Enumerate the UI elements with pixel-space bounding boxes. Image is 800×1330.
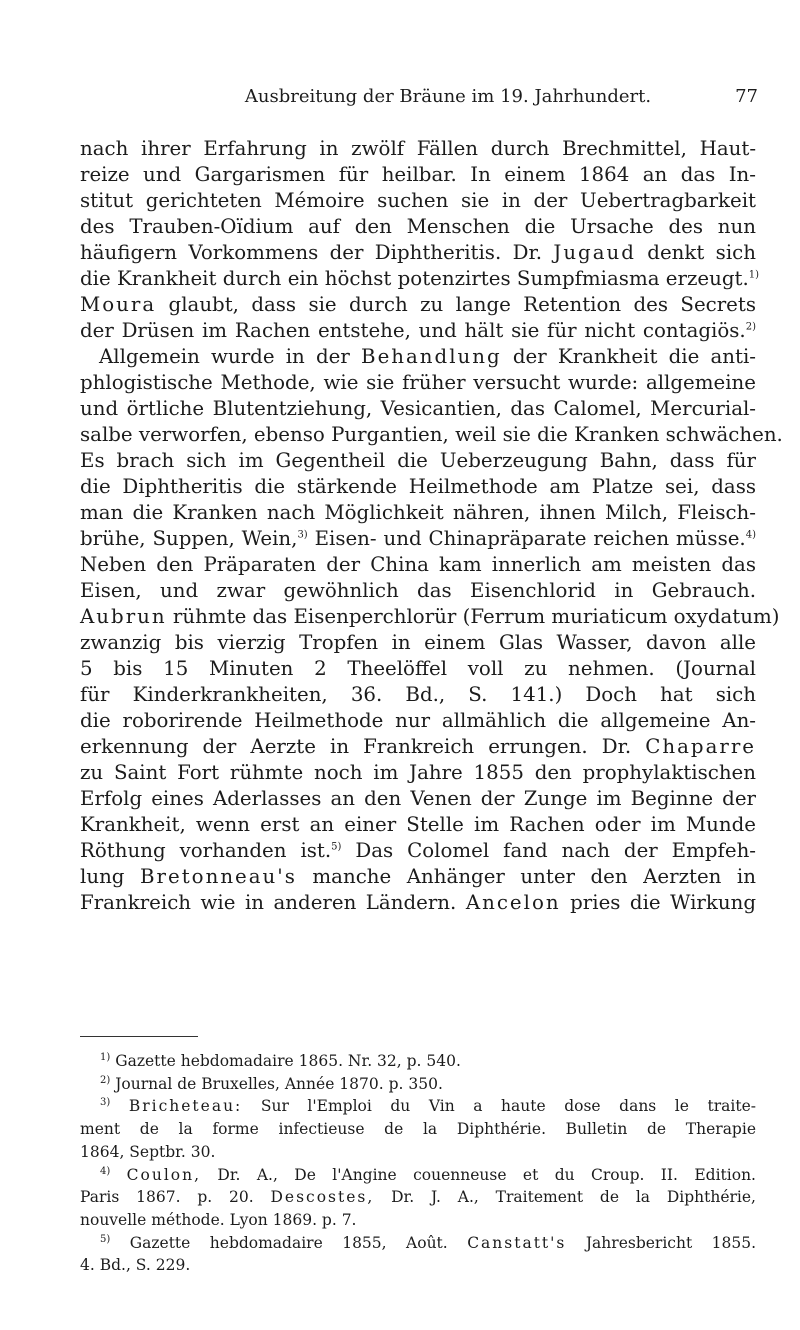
author-name: Coulon, [126, 1165, 202, 1184]
text-line [80, 734, 756, 760]
author-name: Aubrun [80, 605, 167, 628]
text-segment: rühmte das Eisenperchlorür (Ferrum muriaticum oxydatum) [172, 605, 780, 628]
footnote-continuation: nouvelle méthode. Lyon 1869. p. 7. [80, 1210, 357, 1229]
text-segment: glaubt, dass sie durch zu lange Retention des Secrets [168, 293, 756, 316]
text-segment: häufigern Vorkommens der Diphtheritis. Dr. [80, 241, 543, 264]
text-line [80, 890, 756, 916]
footnote-text: Paris 1867. p. 20. [80, 1188, 254, 1207]
footnote-ref: 3) [297, 529, 308, 541]
footnote-ref: 1) [748, 269, 759, 281]
footnote-text: Jahresbericht 1855. [585, 1233, 757, 1252]
footnote-marker: 1) [100, 1051, 111, 1063]
footnotes [80, 1050, 756, 1277]
text-line: nach ihrer Erfahrung in zwölf Fällen durch Brechmittel, Haut- [80, 137, 756, 160]
text-line: Eisen, und zwar gewöhnlich das Eisenchlorid in Gebrauch. [80, 579, 756, 602]
text-line [80, 292, 756, 318]
footnote-marker: 3) [100, 1097, 111, 1109]
running-title: Ausbreitung der Bräune im 19. Jahrhundert. [244, 86, 652, 107]
text-line: für Kinderkrankheiten, 36. Bd., S. 141.) Doch hat sich [80, 683, 756, 706]
footnote [80, 1050, 756, 1073]
footnote-marker: 5) [100, 1233, 111, 1245]
text-segment: lung [80, 865, 125, 888]
text-line: phlogistische Methode, wie sie früher versucht wurde: allgemeine [80, 371, 756, 394]
author-name: Moura [80, 293, 157, 316]
footnote-text: Journal de Bruxelles, Année 1870. p. 350. [115, 1074, 443, 1093]
author-name: Descostes, [270, 1188, 375, 1207]
emphasis: Behandlung [361, 345, 502, 368]
text-line [80, 838, 756, 864]
author-name: Ancelon [465, 891, 561, 914]
text-segment: denkt sich [647, 241, 756, 264]
text-line: Erfolg eines Aderlasses an den Venen der Zunge im Beginne der [80, 787, 756, 810]
text-segment: Röthung vorhanden ist. [80, 839, 332, 862]
text-line: 5 bis 15 Minuten 2 Theelöffel voll zu nehmen. (Journal [80, 657, 756, 680]
footnote [80, 1073, 756, 1096]
author-name: Bretonneau's [140, 865, 297, 888]
footnote-divider [80, 1036, 198, 1037]
text-line [80, 604, 780, 630]
text-line: zu Saint Fort rühmte noch im Jahre 1855 den prophylaktischen [80, 761, 756, 784]
text-line: des Trauben-Oïdium auf den Menschen die Ursache des nun [80, 215, 756, 238]
text-line [80, 240, 756, 266]
author-name: Canstatt's [467, 1233, 567, 1252]
footnote-marker: 4) [100, 1165, 111, 1177]
text-segment: Allgemein wurde in der [99, 345, 350, 368]
text-segment: Eisen- und Chinapräparate reichen müsse. [314, 527, 746, 550]
footnote-text: Dr. J. A., Traitement de la Diphthérie, [391, 1188, 756, 1207]
footnote-ref: 4) [745, 529, 756, 541]
footnote [80, 1232, 756, 1255]
footnote-text: Gazette hebdomadaire 1865. Nr. 32, p. 540. [115, 1052, 461, 1070]
text-line: die Diphtheritis die stärkende Heilmethode am Platze sei, dass [80, 475, 756, 498]
footnote-text: Gazette hebdomadaire 1855, Août. [129, 1233, 448, 1252]
text-segment: Das Colomel fand nach der Empfeh- [355, 839, 756, 862]
text-segment: Frankreich wie in anderen Ländern. [80, 891, 457, 914]
text-segment: der Drüsen im Rachen entstehe, und hält sie für nicht contagiös. [80, 319, 746, 342]
footnote-continuation: 1864, Septbr. 30. [80, 1142, 216, 1161]
text-line [80, 526, 756, 552]
footnote [80, 1164, 756, 1187]
text-segment: brühe, Suppen, Wein, [80, 527, 298, 550]
footnote [80, 1095, 756, 1118]
main-text [80, 136, 783, 916]
text-line: Krankheit, wenn erst an einer Stelle im Rachen oder im Munde [80, 813, 756, 836]
text-line: die roborirende Heilmethode nur allmählich die allgemeine An- [80, 709, 756, 732]
text-line: und örtliche Blutentziehung, Vesicantien, das Calomel, Mercurial- [80, 397, 756, 420]
footnote-text: Dr. A., De l'Angine couenneuse et du Croup. II. Edition. [217, 1165, 756, 1184]
text-line [80, 318, 756, 344]
text-line [80, 266, 759, 292]
text-line: salbe verworfen, ebenso Purgantien, weil sie die Kranken schwächen. [80, 423, 783, 446]
text-line: stitut gerichteten Mémoire suchen sie in der Uebertragbarkeit [80, 189, 756, 212]
text-line: reize und Gargarismen für heilbar. In einem 1864 an das In- [80, 163, 756, 186]
text-segment: der Krankheit die anti- [512, 345, 756, 368]
text-segment: pries die Wirkung [570, 891, 756, 914]
author-name: Jugaud [553, 241, 636, 264]
footnote-marker: 2) [100, 1074, 111, 1086]
footnote-continuation: 4. Bd., S. 229. [80, 1256, 191, 1275]
text-line: Es brach sich im Gegentheil die Ueberzeugung Bahn, dass für [80, 449, 756, 472]
text-line [80, 864, 756, 890]
footnote-continuation [80, 1186, 756, 1209]
author-name: Chaparre [645, 735, 756, 758]
footnote-ref: 5) [331, 841, 342, 853]
text-line: Neben den Präparaten der China kam innerlich am meisten das [80, 553, 756, 576]
text-segment: die Krankheit durch ein höchst potenzirtes Sumpfmiasma erzeugt. [80, 267, 749, 290]
author-name: Bricheteau: [128, 1097, 243, 1116]
footnote-continuation: ment de la forme infectieuse de la Diphthérie. Bulletin de Therapie [80, 1120, 756, 1139]
text-line: zwanzig bis vierzig Tropfen in einem Glas Wasser, davon alle [80, 631, 756, 654]
text-line: man die Kranken nach Möglichkeit nähren, ihnen Milch, Fleisch- [80, 501, 756, 524]
text-segment: manche Anhänger unter den Aerzten in [312, 865, 756, 888]
page-number: 77 [735, 86, 758, 107]
footnote-ref: 2) [745, 321, 756, 333]
text-line [80, 344, 756, 370]
footnote-text: Sur l'Emploi du Vin a haute dose dans le traite- [260, 1097, 756, 1116]
text-segment: erkennung der Aerzte in Frankreich errungen. Dr. [80, 735, 632, 758]
